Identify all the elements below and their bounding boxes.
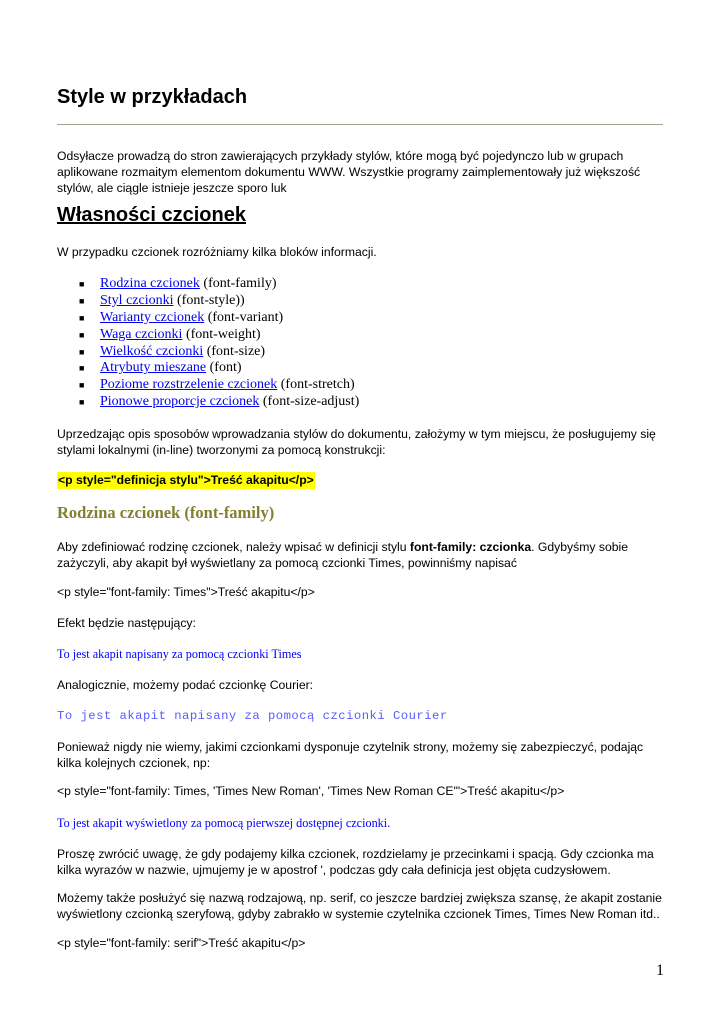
sample-courier: To jest akapit napisany za pomocą czcionki Courier [57, 709, 448, 723]
intro-paragraph: Odsyłacze prowadzą do stron zawierających przykłady stylów, które mogą być pojedynczo lub w grupach aplikowane rozmaitym elementom dokumentu WWW. Wszystkie programy zaimplementowały już większość stylów, ale ciągle istnieje jeszcze sporo luk [57, 149, 641, 195]
subheading: Rodzina czcionek (font-family) [57, 503, 275, 522]
link-font-style[interactable]: Styl czcionki [100, 292, 174, 308]
note-paragraph: Proszę zwrócić uwagę, że gdy podajemy kilka czcionek, rozdzielamy je przecinkami i spacją. Gdy czcionka ma kilka wyrazów w nazwie, ujmujemy je w apostrof ', podczas gdy cała definicja jest objęta cudzysłowem. [57, 847, 654, 877]
bullet-icon: ■ [79, 279, 85, 289]
analog-paragraph: Analogicznie, możemy podać czcionkę Courier: [57, 678, 314, 692]
link-font-variant[interactable]: Warianty czcionek [100, 309, 205, 325]
list-item [57, 293, 359, 310]
list-item-suffix: (font-stretch) [277, 377, 355, 393]
section-heading: Własności czcionek [57, 204, 246, 226]
bullet-icon: ■ [79, 312, 85, 323]
link-font-stretch[interactable]: Poziome rozstrzelenie czcionek [100, 377, 278, 393]
list-item-suffix: (font-family) [199, 276, 277, 291]
bullet-icon: ■ [79, 295, 85, 306]
list-item-suffix: (font-size-adjust) [259, 394, 360, 410]
link-font-family[interactable]: Rodzina czcionek [100, 276, 200, 291]
link-font[interactable]: Atrybuty mieszane [100, 360, 207, 376]
list-item-suffix: (font-variant) [204, 309, 284, 325]
font-properties-list [57, 276, 359, 411]
list-item [57, 344, 359, 361]
sample-times: To jest akapit napisany za pomocą czcionki Times [57, 647, 302, 661]
list-item-suffix: (font-style)) [173, 292, 245, 308]
list-item [57, 394, 359, 411]
section-intro: W przypadku czcionek rozróżniamy kilka bloków informacji. [57, 245, 377, 259]
list-item [57, 327, 359, 344]
link-font-size[interactable]: Wielkość czcionki [100, 343, 204, 359]
generic-paragraph: Możemy także posłużyć się nazwą rodzajową, np. serif, co jeszcze bardziej zwiększa szansę, że akapit zostanie wyświetlony czcionką szeryfową, gdyby zabrakło w systemie czytelnika czcionek Times, Times New Roman itd.. [57, 891, 662, 921]
list-item-suffix: (font) [206, 360, 242, 376]
highlighted-code: <p style="definicja stylu">Treść akapitu</p> [58, 473, 314, 487]
bullet-icon: ■ [79, 380, 85, 391]
page-title: Style w przykładach [57, 86, 248, 108]
bold-term: font-family: czcionka [409, 540, 532, 554]
preface-paragraph: Uprzedzając opis sposobów wprowadzania stylów do dokumentu, założymy w tym miejscu, że posługujemy się stylami lokalnymi (in-line) tworzonymi za pomocą konstrukcji: [57, 427, 656, 457]
list-item [57, 310, 359, 327]
list-item-suffix: (font-size) [203, 343, 266, 359]
list-item [57, 360, 359, 377]
code-serif: <p style="font-family: serif">Treść akapitu</p> [57, 936, 306, 950]
list-item-suffix: (font-weight) [182, 326, 261, 342]
code-times: <p style="font-family: Times">Treść akapitu</p> [57, 585, 315, 599]
text-span: . Gdybyśmy sobie zażyczyli, aby akapit był wyświetlany za pomocą czcionki Times, powinniśmy napisać [57, 540, 628, 570]
bullet-icon: ■ [79, 346, 85, 357]
bullet-icon: ■ [79, 329, 85, 340]
sample-first-available: To jest akapit wyświetlony za pomocą pierwszej dostępnej czcionki. [57, 816, 391, 830]
bullet-icon: ■ [79, 363, 85, 374]
list-item [57, 276, 359, 293]
link-font-weight[interactable]: Waga czcionki [100, 326, 183, 342]
bullet-icon: ■ [79, 397, 85, 408]
font-family-paragraph [57, 539, 663, 571]
page-number: 1 [656, 962, 664, 979]
list-item [57, 377, 359, 394]
link-font-size-adjust[interactable]: Pionowe proporcje czcionek [100, 394, 260, 410]
code-multi: <p style="font-family: Times, 'Times New Roman', 'Times New Roman CE'">Treść akapitu</p> [57, 784, 565, 798]
divider [57, 124, 663, 125]
effect-label: Efekt będzie następujący: [57, 616, 196, 630]
text-span: Aby zdefiniować rodzinę czcionek, należy wpisać w definicji stylu [57, 540, 410, 554]
multi-font-paragraph: Ponieważ nigdy nie wiemy, jakimi czcionkami dysponuje czytelnik strony, możemy się zabezpieczyć, podając kilka kolejnych czcionek, np: [57, 740, 644, 770]
